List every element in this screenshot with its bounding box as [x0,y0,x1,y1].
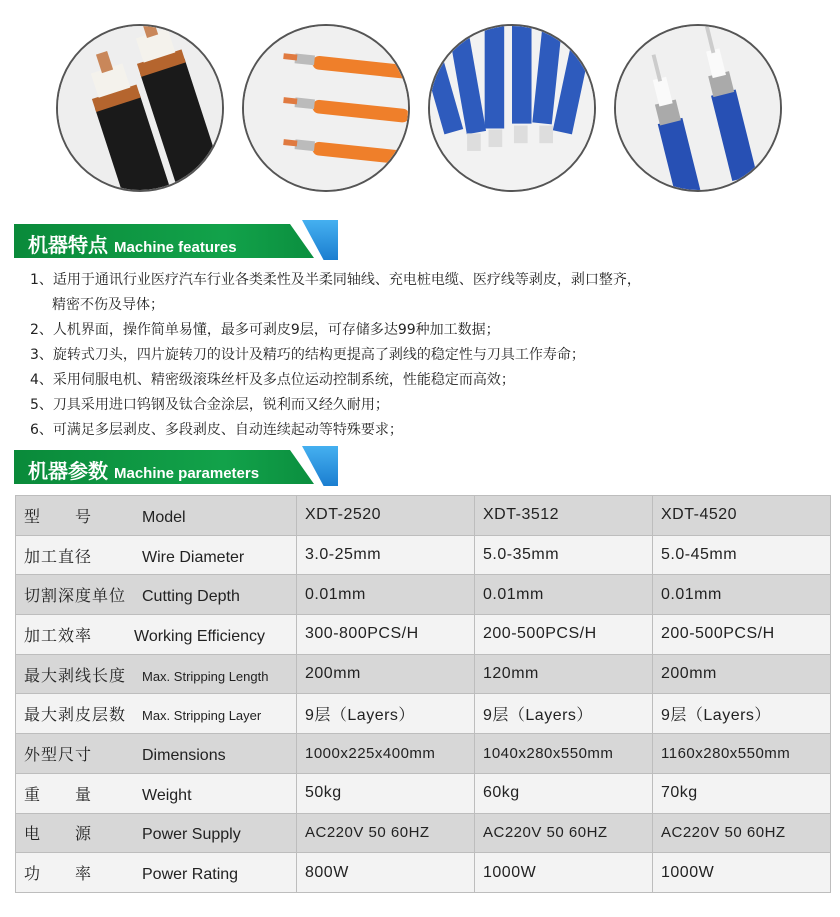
photo-blue-coax-cable [614,24,782,192]
table-row [16,853,831,893]
row-label-en: Dimensions [142,746,226,764]
feature-item-1: 1、适用于通讯行业医疗汽车行业各类柔性及半柔同轴线、充电桩电缆、医疗线等剥皮，剥口整齐， [30,272,641,288]
cell-value: 1000W [475,853,653,893]
table-row [16,654,831,694]
cell-value: 1000W [653,853,831,893]
table-row [16,813,831,853]
cell-value: XDT-2520 [297,496,475,536]
feature-item-2: 2、人机界面，操作简单易懂，最多可剥皮9层，可存储多达99种加工数据； [30,322,500,338]
features-title-zh: 机器特点 [28,233,108,257]
row-label-en: Cutting Depth [142,588,240,606]
cell-value: 5.0-35mm [475,535,653,575]
row-label-zh: 外型尺寸 [24,744,93,764]
row-label-en: Power Rating [142,866,239,884]
row-label-zh: 型 号 [24,506,93,526]
cell-value: 1160x280x550mm [653,734,831,774]
row-label-en: Wire Diameter [142,548,245,566]
row-label-en: Working Efficiency [134,627,266,645]
cell-value: 0.01mm [297,575,475,615]
table-row [16,575,831,615]
row-label-zh: 加工效率 [24,625,93,645]
photo-black-coax-cable [56,24,224,192]
row-label-zh: 最大剥皮层数 [24,705,127,725]
row-label-zh: 电 源 [24,824,93,844]
cell-value: 3.0-25mm [297,535,475,575]
table-row [16,535,831,575]
cell-value: 0.01mm [475,575,653,615]
features-header [14,220,334,264]
cell-value: 120mm [475,654,653,694]
feature-item-5: 5、刀具采用进口钨钢及钛合金涂层，锐利而又经久耐用； [30,397,389,413]
cell-value: 200mm [297,654,475,694]
cell-value: 1000x225x400mm [297,734,475,774]
cell-value: 1040x280x550mm [475,734,653,774]
cell-value: 60kg [475,773,653,813]
cell-value: 9层（Layers） [297,694,475,734]
row-label-en: Max. Stripping Length [142,668,269,684]
row-label-en: Model [142,508,186,526]
product-photos [0,0,840,200]
features-list [30,268,641,443]
params-title-zh: 机器参数 [28,459,108,483]
row-label-zh: 加工直径 [24,546,93,566]
cell-value: 300-800PCS/H [297,615,475,655]
row-label-zh: 最大剥线长度 [24,665,127,685]
table-row [16,615,831,655]
row-label-zh: 重 量 [24,784,93,804]
cell-value: 0.01mm [653,575,831,615]
row-label-en: Max. Stripping Layer [142,708,262,724]
photo-blue-cables-bundle [428,24,596,192]
table-row [16,694,831,734]
cell-value: 800W [297,853,475,893]
cell-value: XDT-4520 [653,496,831,536]
cell-value: 9层（Layers） [475,694,653,734]
cell-value: AC220V 50 60HZ [653,813,831,853]
cell-value: 5.0-45mm [653,535,831,575]
cell-value: 200-500PCS/H [475,615,653,655]
cell-value: 9层（Layers） [653,694,831,734]
table-row [16,734,831,774]
cell-value: XDT-3512 [475,496,653,536]
feature-item-3: 3、旋转式刀头，四片旋转刀的设计及精巧的结构更提高了剥线的稳定性与刀具工作寿命； [30,347,585,363]
features-title-en: Machine features [114,239,237,256]
params-table [15,495,831,893]
params-title-en: Machine parameters [114,465,260,482]
cell-value: AC220V 50 60HZ [475,813,653,853]
feature-item-1-cont: 精密不伤及导体； [52,297,164,313]
row-label-en: Power Supply [142,826,241,844]
features-title [28,229,237,258]
row-label-en: Weight [142,786,192,804]
table-row [16,496,831,536]
cell-value: 70kg [653,773,831,813]
table-row [16,773,831,813]
cell-value: AC220V 50 60HZ [297,813,475,853]
row-label-zh: 功 率 [24,864,93,884]
row-label-zh: 切割深度单位 [24,586,127,606]
params-header [14,446,334,490]
photo-orange-cable [242,24,410,192]
feature-item-4: 4、采用伺服电机、精密级滚珠丝杆及多点位运动控制系统，性能稳定而高效； [30,372,515,388]
params-title [28,455,259,484]
cell-value: 50kg [297,773,475,813]
cell-value: 200mm [653,654,831,694]
feature-item-6: 6、可满足多层剥皮、多段剥皮、自动连续起动等特殊要求； [30,422,403,438]
cell-value: 200-500PCS/H [653,615,831,655]
